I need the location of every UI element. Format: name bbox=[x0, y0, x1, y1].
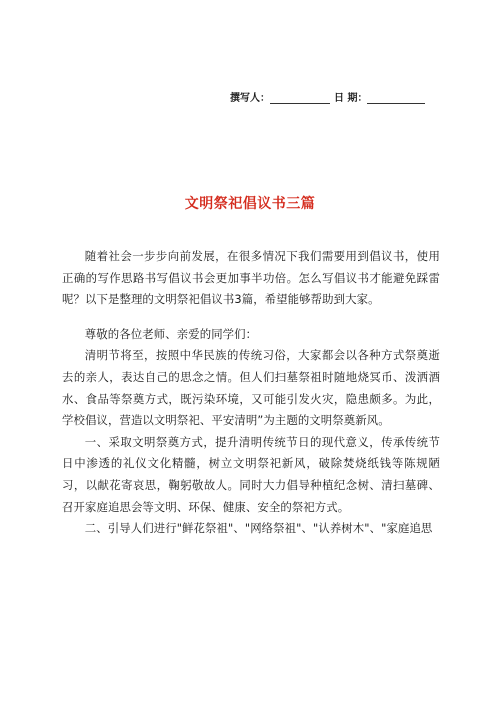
author-date-line bbox=[230, 89, 425, 104]
author-blank bbox=[270, 92, 330, 104]
greeting: 尊敬的各位老师、亲爱的同学们： bbox=[84, 326, 258, 341]
date-blank bbox=[367, 92, 425, 104]
body-paragraph-3: 二、引导人们进行"鲜花祭祖"、"网络祭祖"、"认养树木"、"家庭追思 bbox=[84, 521, 433, 536]
date-label: 日 期： bbox=[334, 93, 368, 104]
body-paragraph-2: 一、采取文明祭奠方式，提升清明传统节日的现代意义，传承传统节日中渗透的礼仪文化精髓，树立文明祭祀新风，破除焚烧纸钱等陈规陋习，以献花寄哀思，鞠躬敬故人。同时大力倡导种植纪念树、清扫墓碑、召开家庭追思会等文明、环保、健康、安全的祭祀方式。 bbox=[62, 434, 440, 514]
intro-paragraph: 随着社会一步步向前发展，在很多情况下我们需要用到倡议书，使用正确的写作思路书写倡议书会更加事半功倍。怎么写倡议书才能避免踩雷呢？以下是整理的文明祭祀倡议书3篇，希望能够帮助到大家。 bbox=[62, 249, 440, 307]
document-body bbox=[62, 246, 440, 540]
body-paragraph-1: 清明节将至，按照中华民族的传统习俗，大家都会以各种方式祭奠逝去的亲人，表达自己的思念之情。但人们扫墓祭祖时随地烧冥币、泼洒酒水、食品等祭奠方式，既污染环境，又可能引发火灾，隐患颇多。为此，学校倡议，营造以文明祭祀、平安清明”为主题的文明祭奠新风。 bbox=[62, 348, 440, 428]
author-label: 撰写人： bbox=[230, 93, 270, 104]
document-title: 文明祭祀倡议书三篇 bbox=[184, 196, 316, 212]
